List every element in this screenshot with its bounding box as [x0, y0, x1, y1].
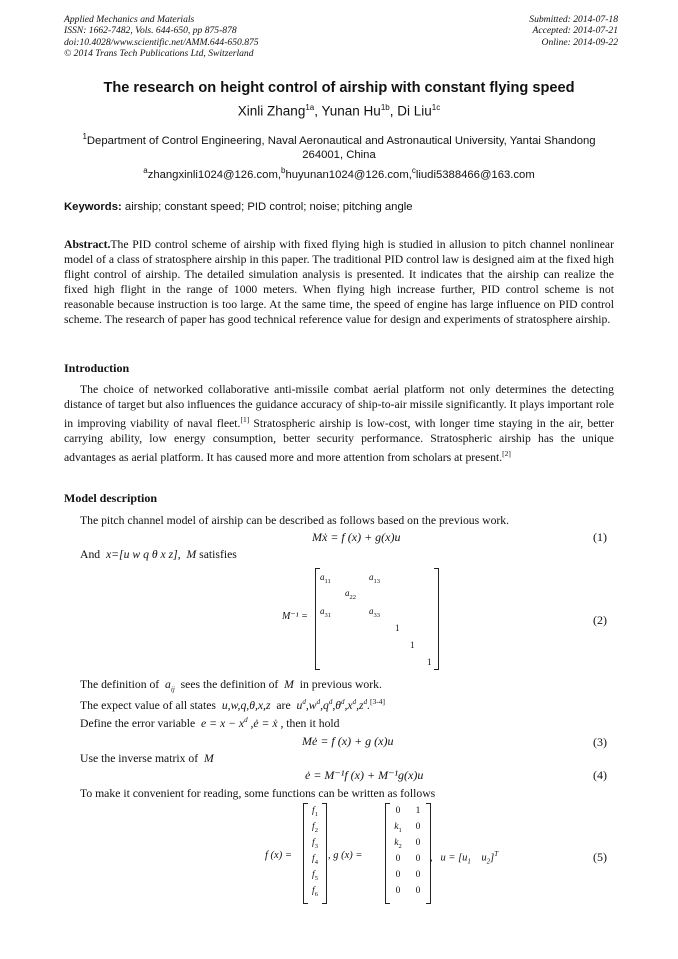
section-heading-model: Model description	[64, 491, 157, 505]
abstract	[64, 237, 614, 327]
state-vector-line: And x=[u w q θ x z], M satisfies	[80, 548, 237, 561]
matrix-cell: 1	[395, 623, 400, 633]
doi-line: doi:10.4028/www.scientific.net/AMM.644-650.875	[64, 36, 259, 48]
journal-name: Applied Mechanics and Materials	[64, 14, 195, 25]
equation-number: (2)	[593, 613, 607, 627]
m-inverse-matrix	[315, 568, 439, 670]
accepted-date: Accepted: 2014-07-21	[532, 25, 618, 37]
author-emails: $^a$zhangxinli1024@126.com,$^b$huyunan1024@126.com,$^c$liudi5388466@163.com	[143, 166, 535, 181]
inverse-matrix-line: Use the inverse matrix of M	[80, 752, 214, 765]
equation-number: (3)	[593, 735, 607, 749]
gx-label: , g (x) =	[328, 850, 363, 861]
equation-number: (5)	[593, 850, 607, 864]
keywords: Keywords: airship; constant speed; PID control; noise; pitching angle	[64, 201, 413, 213]
matrix-cell: $a_{33}$	[369, 606, 380, 619]
online-date: Online: 2014-09-22	[541, 36, 618, 48]
citation[interactable]: [2]	[502, 448, 511, 458]
affiliation: $^1$Department of Control Engineering, Naval Aeronautical and Astronautical University, Yantai Shandong 264001, China	[82, 132, 596, 162]
matrix-cell: $a_{22}$	[345, 588, 356, 601]
matrix-cell: $a_{13}$	[369, 572, 380, 585]
email-link[interactable]: huyunan1024@126.com,	[285, 168, 412, 181]
author-list: Xinli Zhang$^{1a}$, Yunan $Hu^{1b}$, Di Liu$^{1c}$	[237, 103, 441, 119]
matrix-cell: $a_{11}$	[320, 572, 331, 585]
section-heading-introduction: Introduction	[64, 361, 130, 375]
author-name: Di Liu	[397, 103, 432, 119]
equation-4: ė = M⁻¹f (x) + M⁻¹g(x)u	[305, 768, 424, 782]
matrix-cell: $a_{31}$	[320, 606, 331, 619]
model-intro-line: The pitch channel model of airship can be described as follows based on the previous work.	[80, 514, 510, 527]
equation-3: Mė = f (x) + g (x)u	[302, 734, 394, 748]
submitted-date: Submitted: 2014-07-18	[529, 14, 618, 25]
g-matrix: 0 1 $k_1$ 0 $k_2$ 0 0 0 0 0 0 0	[385, 803, 431, 904]
copyright-line: © 2014 Trans Tech Publications Ltd, Switzerland	[64, 47, 254, 59]
definition-line: The definition of $a_{ij}$ sees the definition of M in previous work.	[80, 678, 382, 694]
abstract-label: Abstract.	[64, 238, 111, 251]
author-name: Yunan Hu	[321, 103, 381, 119]
issn-line: ISSN: 1662-7482, Vols. 644-650, pp 875-878	[64, 25, 237, 37]
introduction-paragraph: The choice of networked collaborative anti-missile combat aerial platform not only determines the detecting distance of target but also influences the guidance accuracy of ship-to-air missile significantly. It plays important role in improving viability of naval fleet.[1] Stratospheric airship is low-cost, with longer time staying in the air, better carrying ability, low energy consumption, better security performance. Stratospheric airship has the unique advantages as aerial platform. It has caused more and more attention from scholars at present.[2]	[64, 383, 614, 464]
author-name: Xinli Zhang	[237, 103, 306, 119]
error-variable-line: Define the error variable $e = x - x^d$ ,ė = ẋ , then it hold	[80, 716, 340, 730]
u-vector: , $u = [u_1$ $u_2]^T$	[430, 850, 499, 866]
equation-number: (1)	[593, 530, 607, 544]
matrix-cell: 1	[427, 657, 432, 667]
email-link[interactable]: liudi5388466@163.com	[415, 168, 535, 181]
f-vector: $f_1$ $f_2$ $f_3$ $f_4$ $f_5$ $f_6$	[303, 803, 327, 904]
citation[interactable]: [3-4]	[370, 697, 386, 706]
expect-value-line: The expect value of all states u,w,q,θ,x,z are $u^d,w^d,q^d,\theta^d,x^d,z^d.[3-4]$	[80, 697, 386, 712]
equation-number: (4)	[593, 768, 607, 782]
journal-header	[64, 14, 259, 59]
paper-title: The research on height control of airship with constant flying speed	[103, 80, 575, 96]
m-inverse-label: M⁻¹ =	[282, 611, 308, 622]
abstract-text: The PID control scheme of airship with fixed flying high is studied in allusion to pitch channel nonlinear model of a class of stratosphere airship in this paper. The traditional PID control law is designed aim at the fixed high flight control of airship. The detailed simulation analysis is presented. It indicates that the airship can realize the fixed high flight in the range of 1000 meters. When flying high increase further, PID control scheme is not reasonable because instruction is too large. At the same time, the speed of engine has large influence on PID control scheme. The research of paper has good technical reference value for design and experiments of stratosphere airship.	[64, 238, 614, 326]
fx-label: f (x) =	[265, 850, 292, 861]
convenience-line: To make it convenient for reading, some functions can be written as follows	[80, 787, 436, 800]
matrix-cell: 1	[410, 640, 415, 650]
equation-1: Mẋ = f (x) + g(x)u	[312, 530, 401, 544]
citation[interactable]: [1]	[240, 415, 250, 424]
dates-header	[529, 14, 618, 48]
email-link[interactable]: zhangxinli1024@126.com,	[147, 168, 281, 181]
